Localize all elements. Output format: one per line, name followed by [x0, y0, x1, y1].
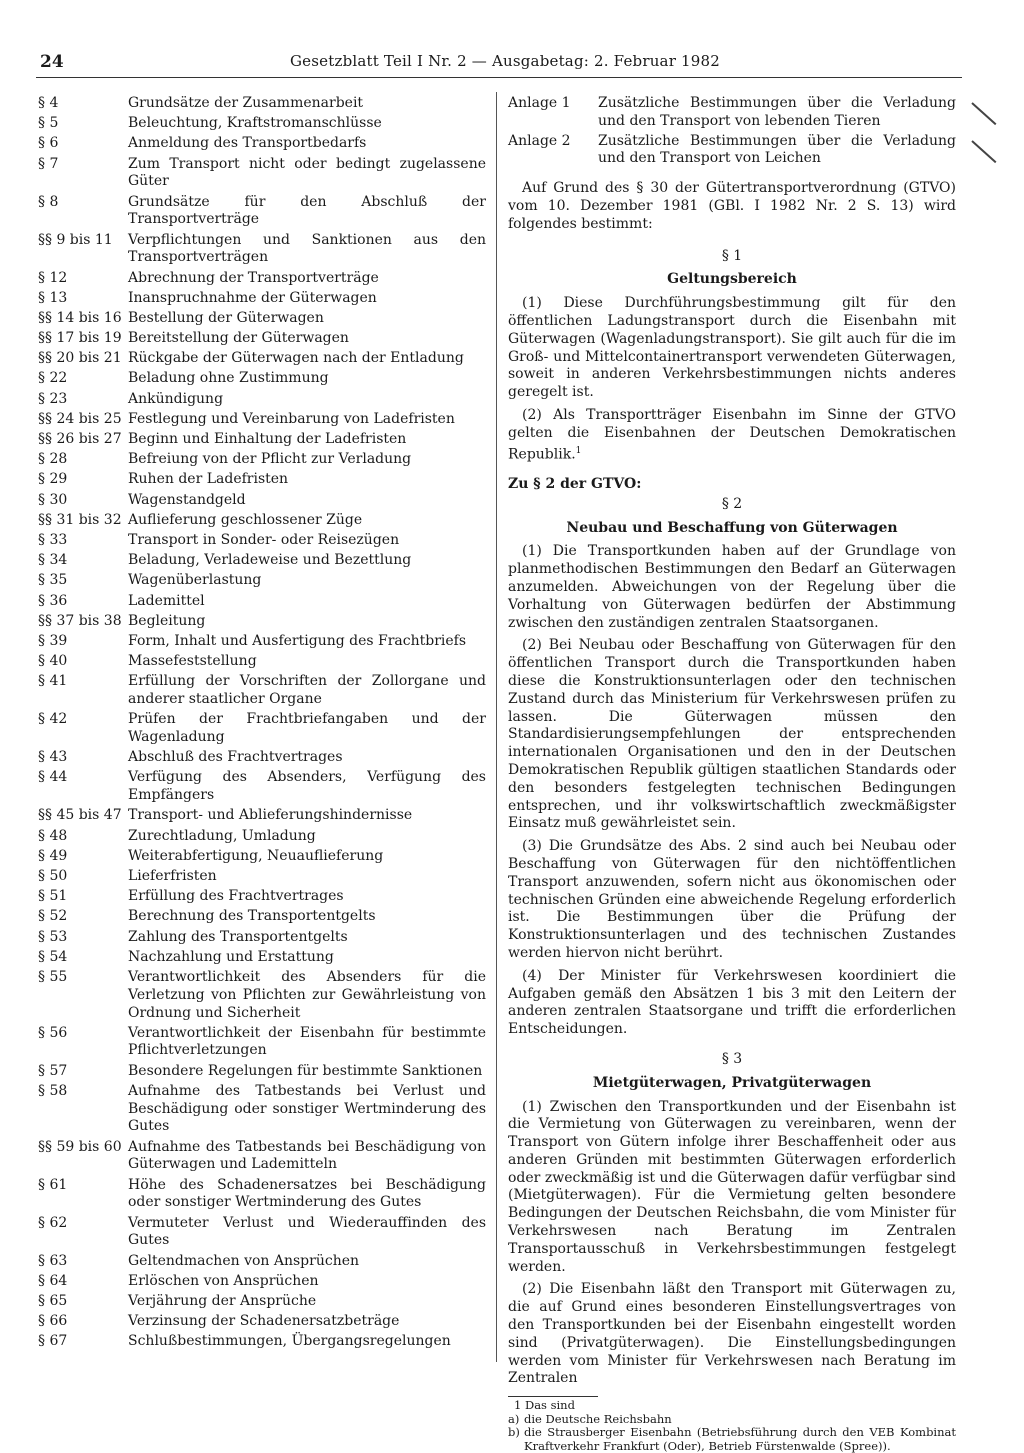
toc-section-title: Lieferfristen	[128, 867, 217, 884]
toc-row	[38, 1025, 486, 1061]
annex-label: Anlage 2	[508, 132, 571, 149]
toc-section-title: Aufnahme des Tatbestands bei Verlust und Beschädigung oder sonstiger Wertminderung des Gutes	[128, 1082, 486, 1135]
toc-section-title: Transport in Sonder- oder Reisezügen	[128, 531, 400, 548]
toc-section-number: § 44	[38, 769, 68, 786]
margin-mark	[971, 102, 996, 125]
section-2-para-4: (4) Der Minister für Verkehrswesen koordiniert die Aufgaben gemäß den Absätzen 1 bis 3 mit den Leitern der anderen zentralen Staatsorgane und trifft die erforderlichen Entscheidungen.	[508, 967, 956, 1038]
footnote-item-a	[508, 1413, 956, 1427]
toc-section-title: Nachzahlung und Erstattung	[128, 948, 334, 965]
toc-row	[38, 391, 486, 409]
toc-row	[38, 411, 486, 429]
toc-row	[38, 370, 486, 388]
toc-section-number: § 49	[38, 847, 68, 864]
toc-section-title: Besondere Regelungen für bestimmte Sanktionen	[128, 1062, 483, 1079]
toc-section-number: §§ 20 bis 21	[38, 350, 122, 367]
toc-row	[38, 1177, 486, 1213]
toc-row	[38, 350, 486, 368]
section-2-number: § 2	[721, 495, 743, 512]
annex-label: Anlage 1	[508, 95, 571, 111]
annex-1	[508, 95, 956, 131]
toc-section-title: Rückgabe der Güterwagen nach der Entladung	[128, 350, 464, 367]
toc-section-number: §§ 26 bis 27	[38, 431, 122, 448]
toc-section-title: Zurechtladung, Umladung	[128, 827, 316, 844]
toc-row	[38, 431, 486, 449]
toc-row	[38, 969, 486, 1022]
section-1-para-2	[508, 407, 956, 464]
toc-section-title: Verjährung der Ansprüche	[128, 1292, 317, 1309]
toc-row	[38, 1063, 486, 1081]
toc-section-title: Aufnahme des Tatbestands bei Beschädigung von Güterwagen und Lademitteln	[128, 1138, 486, 1173]
toc-section-number: § 62	[38, 1214, 68, 1231]
toc-row	[38, 1313, 486, 1331]
toc-section-number: § 35	[38, 572, 68, 589]
toc-section-number: § 28	[38, 451, 68, 468]
toc-section-number: § 23	[38, 390, 68, 407]
toc-section-title: Berechnung des Transportentgelts	[128, 908, 376, 925]
toc-row	[38, 310, 486, 328]
toc-section-title: Beladung ohne Zustimmung	[128, 370, 329, 387]
toc-section-number: §§ 31 bis 32	[38, 511, 122, 528]
toc-section-title: Zum Transport nicht oder bedingt zugelassene Güter	[128, 155, 486, 190]
footnote-title: 1 Das sind	[514, 1398, 575, 1413]
toc-section-title: Festlegung und Vereinbarung von Ladefristen	[128, 410, 455, 427]
toc-section-title: Abrechnung der Transportverträge	[128, 269, 379, 286]
toc-section-title: Bestellung der Güterwagen	[128, 309, 324, 326]
toc-section-title: Zahlung des Transportentgelts	[128, 928, 348, 945]
right-column	[508, 95, 956, 1453]
toc-row	[38, 451, 486, 469]
toc-row	[38, 115, 486, 133]
toc-section-title: Höhe des Schadenersatzes bei Beschädigung oder sonstiger Wertminderung des Gutes	[128, 1176, 486, 1211]
annex-text: Zusätzliche Bestimmungen über die Verladung und den Transport von Leichen	[598, 132, 956, 167]
toc-section-title: Massefeststellung	[128, 653, 257, 670]
footnote-text: die Deutsche Reichsbahn	[524, 1411, 672, 1426]
toc-section-number: § 54	[38, 948, 68, 965]
footnote-key: a)	[508, 1411, 520, 1426]
toc-row	[38, 1139, 486, 1175]
toc-row	[38, 868, 486, 886]
toc-section-title: Verantwortlichkeit des Absenders für die Verletzung von Pflichten zur Gewährleistung von Ordnung und Sicherheit	[128, 968, 486, 1021]
toc-section-number: § 34	[38, 552, 68, 569]
toc-section-title: Beleuchtung, Kraftstromanschlüsse	[128, 115, 382, 132]
toc-row	[38, 908, 486, 926]
toc-section-number: § 6	[38, 135, 59, 152]
toc-row	[38, 471, 486, 489]
footnote-key: b)	[508, 1425, 520, 1440]
toc-section-title: Schlußbestimmungen, Übergangsregelungen	[128, 1333, 451, 1350]
section-2-para-3: (3) Die Grundsätze des Abs. 2 sind auch bei Neubau oder Beschaffung von Güterwagen für den nichtöffentlichen Transport anzuwenden, sofern nicht aus ökonomischen oder technischen Gründen eine abweichende Regelung erforderlich ist. Die Bestimmungen über die Prüfung der Konstruktionsunterlagen und des technischen Zustandes werden hiervon nicht berührt.	[508, 838, 956, 961]
toc-row	[38, 95, 486, 113]
toc-row	[38, 1215, 486, 1251]
section-3-para-1: (1) Zwischen den Transportkunden und der Eisenbahn ist die Vermietung von Güterwagen zu vereinbaren, wenn der Transport von Gütern infolge ihrer Beschaffenheit oder aus anderen Gründen mit bestimmten Güterwagen erforderlich oder zweckmäßig ist und die Güterwagen dafür verfügbar sind (Mietgüterwagen). Für die Vermietung gelten besondere Bedingungen der Deutschen Reichsbahn, die vom Minister für Verkehrswesen nach Beratung im Zentralen Transportausschuß in Verkehrsbestimmungen festgelegt werden.	[508, 1098, 956, 1275]
toc-row	[38, 848, 486, 866]
toc-section-title: Grundsätze der Zusammenarbeit	[128, 95, 364, 111]
toc-section-number: § 43	[38, 749, 68, 766]
table-of-contents	[38, 95, 486, 1354]
toc-row	[38, 1333, 486, 1351]
toc-section-number: § 39	[38, 632, 68, 649]
footnote-text: die Strausberger Eisenbahn (Betriebsführung durch den VEB Kombinat Kraftverkehr Frankfurt (Oder), Betrieb Fürstenwalde (Spree)).	[524, 1425, 956, 1453]
section-1-number: § 1	[721, 247, 743, 264]
toc-section-title: Verzinsung der Schadenersatzbeträge	[128, 1313, 400, 1330]
toc-section-number: §§ 59 bis 60	[38, 1138, 122, 1155]
section-1-heading: Geltungsbereich	[667, 271, 797, 288]
toc-row	[38, 828, 486, 846]
zu-heading: Zu § 2 der GTVO:	[508, 476, 642, 492]
toc-section-title: Beginn und Einhaltung der Ladefristen	[128, 431, 407, 448]
toc-row	[38, 929, 486, 947]
toc-section-number: § 50	[38, 867, 68, 884]
toc-row	[38, 492, 486, 510]
section-2-heading: Neubau und Beschaffung von Güterwagen	[566, 519, 898, 536]
toc-section-title: Anmeldung des Transportbedarfs	[128, 135, 367, 152]
intro-paragraph: Auf Grund des § 30 der Gütertransportverordnung (GTVO) vom 10. Dezember 1981 (GBl. I 1982 Nr. 2 S. 13) wird folgendes bestimmt:	[508, 180, 956, 232]
margin-mark	[971, 140, 996, 163]
toc-section-number: §§ 24 bis 25	[38, 410, 122, 427]
toc-row	[38, 1253, 486, 1271]
column-divider	[496, 92, 497, 1362]
toc-section-title: Ruhen der Ladefristen	[128, 471, 289, 488]
toc-row	[38, 653, 486, 671]
toc-section-number: § 57	[38, 1062, 68, 1079]
toc-section-number: § 4	[38, 95, 59, 111]
toc-row	[38, 593, 486, 611]
toc-section-number: § 13	[38, 289, 68, 306]
toc-row	[38, 769, 486, 805]
toc-section-title: Verpflichtungen und Sanktionen aus den Transportverträgen	[128, 231, 486, 266]
toc-row	[38, 1273, 486, 1291]
toc-section-title: Wagenstandgeld	[128, 491, 246, 508]
toc-section-number: § 33	[38, 531, 68, 548]
toc-row	[38, 552, 486, 570]
toc-row	[38, 613, 486, 631]
toc-row	[38, 270, 486, 288]
toc-section-title: Vermuteter Verlust und Wiederauffinden des Gutes	[128, 1214, 486, 1249]
toc-section-number: § 52	[38, 908, 68, 925]
toc-row	[38, 532, 486, 550]
section-2-para-1: (1) Die Transportkunden haben auf der Grundlage von planmethodischen Bestimmungen den Bedarf an Güterwagen anzumelden. Abweichungen von der Regelung über die Vorhaltung von Güterwagen bedürfen der Abstimmung zwischen den zuständigen zentralen Staatsorganen.	[508, 543, 956, 631]
toc-section-number: § 55	[38, 968, 68, 985]
toc-section-title: Bereitstellung der Güterwagen	[128, 330, 349, 347]
toc-section-title: Wagenüberlastung	[128, 572, 262, 589]
section-3-number: § 3	[721, 1050, 743, 1067]
toc-section-title: Abschluß des Frachtvertrages	[128, 749, 343, 766]
toc-row	[38, 807, 486, 825]
toc-section-number: § 42	[38, 711, 68, 728]
toc-section-title: Form, Inhalt und Ausfertigung des Frachtbriefs	[128, 632, 467, 649]
toc-section-number: § 58	[38, 1082, 68, 1099]
toc-row	[38, 711, 486, 747]
toc-section-number: § 40	[38, 653, 68, 670]
toc-section-title: Geltendmachen von Ansprüchen	[128, 1252, 360, 1269]
toc-section-number: § 56	[38, 1024, 68, 1041]
toc-section-title: Transport- und Ablieferungshindernisse	[128, 807, 413, 824]
annex-2	[508, 133, 956, 169]
toc-row	[38, 633, 486, 651]
section-2-para-2: (2) Bei Neubau oder Beschaffung von Güterwagen für den öffentlichen Transport durch die Transportkunden haben diese die Konstruktionsunterlagen oder den technischen Zustand durch das Ministerium für Verkehrswesen prüfen zu lassen. Die Güterwagen müssen den Standardisierungsempfehlungen der entsprechenden internationalen Organisationen und den in der Deutschen Demokratischen Republik gültigen staatlichen Standards oder den besonders festgelegten technischen Bedingungen entsprechen, und ihr volkswirtschaftlich zweckmäßigster Einsatz muß gewährleistet sein.	[508, 637, 956, 832]
toc-row	[38, 512, 486, 530]
toc-row	[38, 1293, 486, 1311]
annex-text: Zusätzliche Bestimmungen über die Verladung und den Transport von lebenden Tieren	[598, 95, 956, 129]
toc-section-title: Verfügung des Absenders, Verfügung des Empfängers	[128, 769, 486, 804]
toc-row	[38, 949, 486, 967]
running-title: Gesetzblatt Teil I Nr. 2 — Ausgabetag: 2. Februar 1982	[290, 52, 721, 70]
toc-section-number: § 51	[38, 888, 68, 905]
toc-section-number: § 53	[38, 928, 68, 945]
page-number: 24	[40, 52, 64, 72]
toc-section-title: Befreiung von der Pflicht zur Verladung	[128, 451, 412, 468]
footnote-rule	[508, 1396, 598, 1397]
toc-section-number: § 29	[38, 471, 68, 488]
toc-row	[38, 156, 486, 192]
header-rule	[36, 77, 962, 78]
toc-section-title: Erfüllung des Frachtvertrages	[128, 888, 344, 905]
toc-section-number: § 22	[38, 370, 68, 387]
toc-row	[38, 232, 486, 268]
toc-section-title: Beladung, Verladeweise und Bezettlung	[128, 552, 412, 569]
para-text: (2) Als Transportträger Eisenbahn im Sinne der GTVO gelten die Eisenbahnen der Deutschen Demokratischen Republik.	[508, 406, 956, 463]
toc-section-title: Lademittel	[128, 592, 205, 609]
toc-section-number: §§ 37 bis 38	[38, 612, 122, 629]
toc-row	[38, 330, 486, 348]
toc-section-number: § 5	[38, 115, 59, 132]
toc-section-number: §§ 14 bis 16	[38, 309, 122, 326]
section-3-heading: Mietgüterwagen, Privatgüterwagen	[592, 1074, 872, 1091]
toc-row	[38, 888, 486, 906]
section-1-para-1: (1) Diese Durchführungsbestimmung gilt für den öffentlichen Ladungstransport durch die Eisenbahn mit Güterwagen (Wagenladungstransport). Sie gilt auch für die im Groß- und Mittelcontainertransport verwendeten Güterwagen, soweit in anderen Verkehrsbestimmungen nichts anderes geregelt ist.	[508, 295, 956, 401]
toc-section-number: § 63	[38, 1252, 68, 1269]
toc-row	[38, 194, 486, 230]
toc-row	[38, 749, 486, 767]
toc-section-number: § 64	[38, 1272, 68, 1289]
page-header	[40, 52, 970, 74]
toc-row	[38, 572, 486, 590]
toc-row	[38, 290, 486, 308]
toc-row	[38, 1083, 486, 1136]
toc-section-number: § 65	[38, 1292, 68, 1309]
toc-section-number: § 48	[38, 827, 68, 844]
section-3-para-2: (2) Die Eisenbahn läßt den Transport mit Güterwagen zu, die auf Grund eines besonderen Einstellungsvertrages von den Transportkunden bei der Eisenbahn eingestellt worden sind (Privatgüterwagen). Die Einstellungsbedingungen werden vom Minister für Verkehrswesen nach Beratung im Zentralen	[508, 1281, 956, 1387]
toc-row	[38, 135, 486, 153]
toc-section-number: § 67	[38, 1333, 68, 1350]
toc-section-number: §§ 17 bis 19	[38, 330, 122, 347]
toc-section-title: Erlöschen von Ansprüchen	[128, 1272, 319, 1289]
toc-section-number: § 8	[38, 193, 59, 210]
toc-section-number: § 7	[38, 155, 59, 172]
toc-section-title: Ankündigung	[128, 390, 224, 407]
toc-section-title: Prüfen der Frachtbriefangaben und der Wagenladung	[128, 711, 486, 746]
toc-section-title: Erfüllung der Vorschriften der Zollorgane und anderer staatlicher Organe	[128, 673, 486, 708]
footnote-item-b	[508, 1426, 956, 1453]
toc-section-title: Grundsätze für den Abschluß der Transportverträge	[128, 193, 486, 228]
toc-section-number: § 41	[38, 673, 68, 690]
toc-section-number: §§ 9 bis 11	[38, 231, 113, 248]
toc-section-number: § 12	[38, 269, 68, 286]
toc-section-number: § 36	[38, 592, 68, 609]
toc-section-title: Inanspruchnahme der Güterwagen	[128, 289, 377, 306]
toc-row	[38, 673, 486, 709]
toc-section-title: Verantwortlichkeit der Eisenbahn für bestimmte Pflichtverletzungen	[128, 1024, 486, 1059]
toc-section-number: § 61	[38, 1176, 68, 1193]
toc-section-title: Weiterabfertigung, Neuauflieferung	[128, 847, 384, 864]
toc-section-number: §§ 45 bis 47	[38, 807, 122, 824]
footnote-ref: 1	[575, 445, 582, 456]
toc-section-title: Auflieferung geschlossener Züge	[128, 511, 363, 528]
toc-section-number: § 66	[38, 1313, 68, 1330]
toc-section-title: Begleitung	[128, 612, 206, 629]
toc-section-number: § 30	[38, 491, 68, 508]
